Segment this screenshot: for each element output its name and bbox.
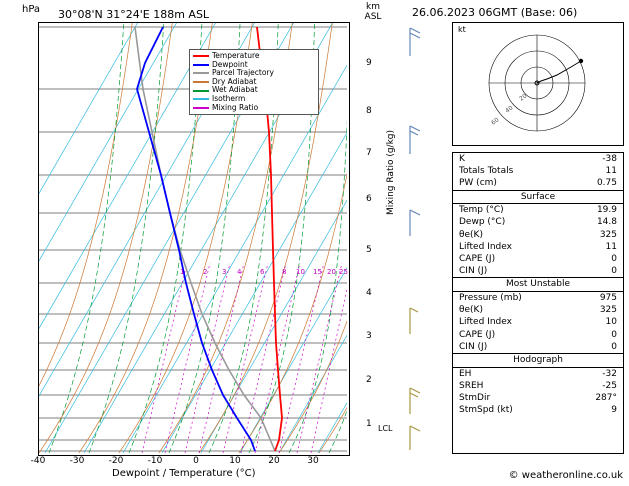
index-value: 0.75: [596, 178, 617, 189]
hodograph-unit-label: kt: [458, 25, 466, 34]
index-label: SREH: [459, 380, 484, 391]
legend-item: [193, 104, 315, 113]
index-value: -38: [602, 154, 617, 164]
chart-datetime: 26.06.2023 06GMT (Base: 06): [412, 6, 578, 19]
mixing-ratio-tick: 20: [327, 268, 336, 276]
mixing-ratio-tick: 2: [203, 268, 208, 276]
lcl-label: LCL: [378, 424, 393, 433]
height-axis-label-line1: km: [366, 2, 380, 12]
wind-barb: [410, 308, 418, 334]
height-axis-label: [362, 2, 384, 22]
table-row: [453, 177, 623, 189]
legend-swatch-parcel: [193, 72, 209, 74]
hodograph-plot: [452, 22, 624, 146]
table-row: [453, 292, 623, 304]
index-value: 0: [611, 254, 617, 265]
height-axis-label-line2: ASL: [364, 12, 382, 22]
chart-legend: [189, 49, 319, 115]
hodograph-ring-labels: [490, 92, 528, 126]
index-label: CAPE (J): [459, 254, 496, 265]
wind-barb: [410, 388, 420, 414]
mixing-ratio-tick: 4: [237, 268, 242, 276]
table-row: [453, 265, 623, 277]
most-unstable-section-header: Most Unstable: [453, 277, 623, 292]
index-label: Dewp (°C): [459, 217, 506, 228]
mixing-ratio-lines: [142, 263, 347, 453]
mixing-ratio-tick: 6: [260, 268, 265, 276]
index-value: 10: [605, 317, 617, 328]
mixing-ratio-tick: 25: [339, 268, 348, 276]
index-label: θe(K): [459, 305, 483, 316]
index-value: 0: [611, 341, 617, 352]
table-row: [453, 304, 623, 316]
surface-section-header: Surface: [453, 190, 623, 205]
legend-label: Wet Adiabat: [212, 85, 258, 95]
index-value: 0: [611, 266, 617, 277]
table-row: [453, 404, 623, 416]
svg-text:60: 60: [490, 116, 501, 127]
legend-label: Mixing Ratio: [212, 102, 259, 112]
table-row: [453, 253, 623, 265]
temperature-tick: -10: [147, 456, 163, 466]
svg-text:40: 40: [504, 104, 515, 115]
table-row: [453, 368, 623, 380]
mixing-ratio-tick: 10: [296, 268, 305, 276]
wind-barb-column: [394, 22, 434, 454]
index-label: K: [459, 154, 465, 164]
height-tick: 9: [366, 58, 372, 68]
legend-label: Temperature: [212, 51, 260, 60]
table-row: [453, 153, 623, 165]
index-label: StmSpd (kt): [459, 405, 513, 416]
index-value: 9: [611, 405, 617, 416]
temperature-tick: 10: [229, 456, 241, 466]
legend-swatch-temperature: [193, 55, 209, 57]
index-label: StmDir: [459, 393, 491, 404]
index-value: 325: [599, 305, 617, 316]
hodograph-endpoint: [579, 59, 583, 63]
index-label: θe(K): [459, 229, 483, 240]
x-axis-title: Dewpoint / Temperature (°C): [112, 468, 256, 479]
table-row: [453, 316, 623, 328]
index-value: -25: [602, 380, 617, 391]
index-value: 14.8: [596, 217, 617, 228]
legend-label: Isotherm: [212, 93, 246, 103]
pressure-unit-label: hPa: [22, 4, 41, 15]
index-label: Totals Totals: [459, 166, 514, 177]
height-tick: 1: [366, 419, 372, 429]
table-row: [453, 341, 623, 353]
height-tick: 3: [366, 331, 372, 341]
table-row: [453, 392, 623, 404]
index-label: CIN (J): [459, 341, 488, 352]
mixing-ratio-tick: 1: [180, 268, 185, 276]
index-label: Temp (°C): [459, 205, 504, 216]
index-label: CAPE (J): [459, 329, 496, 340]
legend-label: Dry Adiabat: [212, 76, 257, 86]
index-value: 325: [599, 229, 617, 240]
legend-swatch-dewpoint: [193, 64, 209, 66]
svg-text:20: 20: [518, 92, 529, 103]
hodograph-trace: [537, 61, 581, 83]
hodograph-section-header: Hodograph: [453, 353, 623, 368]
height-tick: 8: [366, 106, 372, 116]
index-value: 287°: [595, 393, 617, 404]
mixing-ratio-tick: 8: [282, 268, 287, 276]
legend-swatch-wet-adiabat: [193, 90, 209, 92]
index-label: CIN (J): [459, 266, 488, 277]
table-row: [453, 241, 623, 253]
index-value: 19.9: [596, 205, 617, 216]
wind-barb: [410, 426, 420, 450]
wind-barb: [410, 28, 420, 56]
height-tick: 5: [366, 245, 372, 255]
index-label: PW (cm): [459, 178, 497, 189]
temperature-tick: -40: [30, 456, 46, 466]
index-value: -32: [602, 368, 617, 379]
index-label: Lifted Index: [459, 317, 512, 328]
index-value: 11: [605, 166, 617, 177]
index-label: Lifted Index: [459, 241, 512, 252]
copyright-credit: © weatheronline.co.uk: [508, 470, 623, 481]
table-row: [453, 329, 623, 341]
temperature-tick: 20: [268, 456, 280, 466]
legend-swatch-dry-adiabat: [193, 81, 209, 83]
indices-table: [452, 152, 624, 454]
table-row: [453, 380, 623, 392]
index-label: EH: [459, 368, 472, 379]
temperature-tick: 30: [307, 456, 319, 466]
temperature-tick: -20: [108, 456, 124, 466]
index-label: Pressure (mb): [459, 293, 522, 304]
skewt-plot: [38, 22, 350, 456]
legend-label: Dewpoint: [212, 59, 248, 69]
table-row: [453, 216, 623, 228]
height-tick: 4: [366, 288, 372, 298]
height-tick: 6: [366, 194, 372, 204]
index-value: 0: [611, 329, 617, 340]
height-tick: 2: [366, 375, 372, 385]
station-coordinates: 30°08'N 31°24'E 188m ASL: [58, 8, 210, 21]
temperature-tick: -30: [69, 456, 85, 466]
height-tick: 7: [366, 148, 372, 158]
mixing-ratio-axis-title: Mixing Ratio (g/kg): [386, 129, 396, 215]
wind-barb: [410, 210, 420, 236]
legend-swatch-mixing-ratio: [193, 107, 209, 109]
wind-barb: [410, 126, 420, 154]
temperature-tick: 0: [193, 456, 199, 466]
legend-label: Parcel Trajectory: [212, 68, 274, 78]
index-value: 975: [599, 293, 617, 304]
legend-swatch-isotherm: [193, 98, 209, 100]
table-row: [453, 165, 623, 177]
table-row: [453, 204, 623, 216]
mixing-ratio-tick: 3: [222, 268, 227, 276]
mixing-ratio-tick: 15: [313, 268, 322, 276]
index-value: 11: [605, 241, 617, 252]
table-row: [453, 229, 623, 241]
